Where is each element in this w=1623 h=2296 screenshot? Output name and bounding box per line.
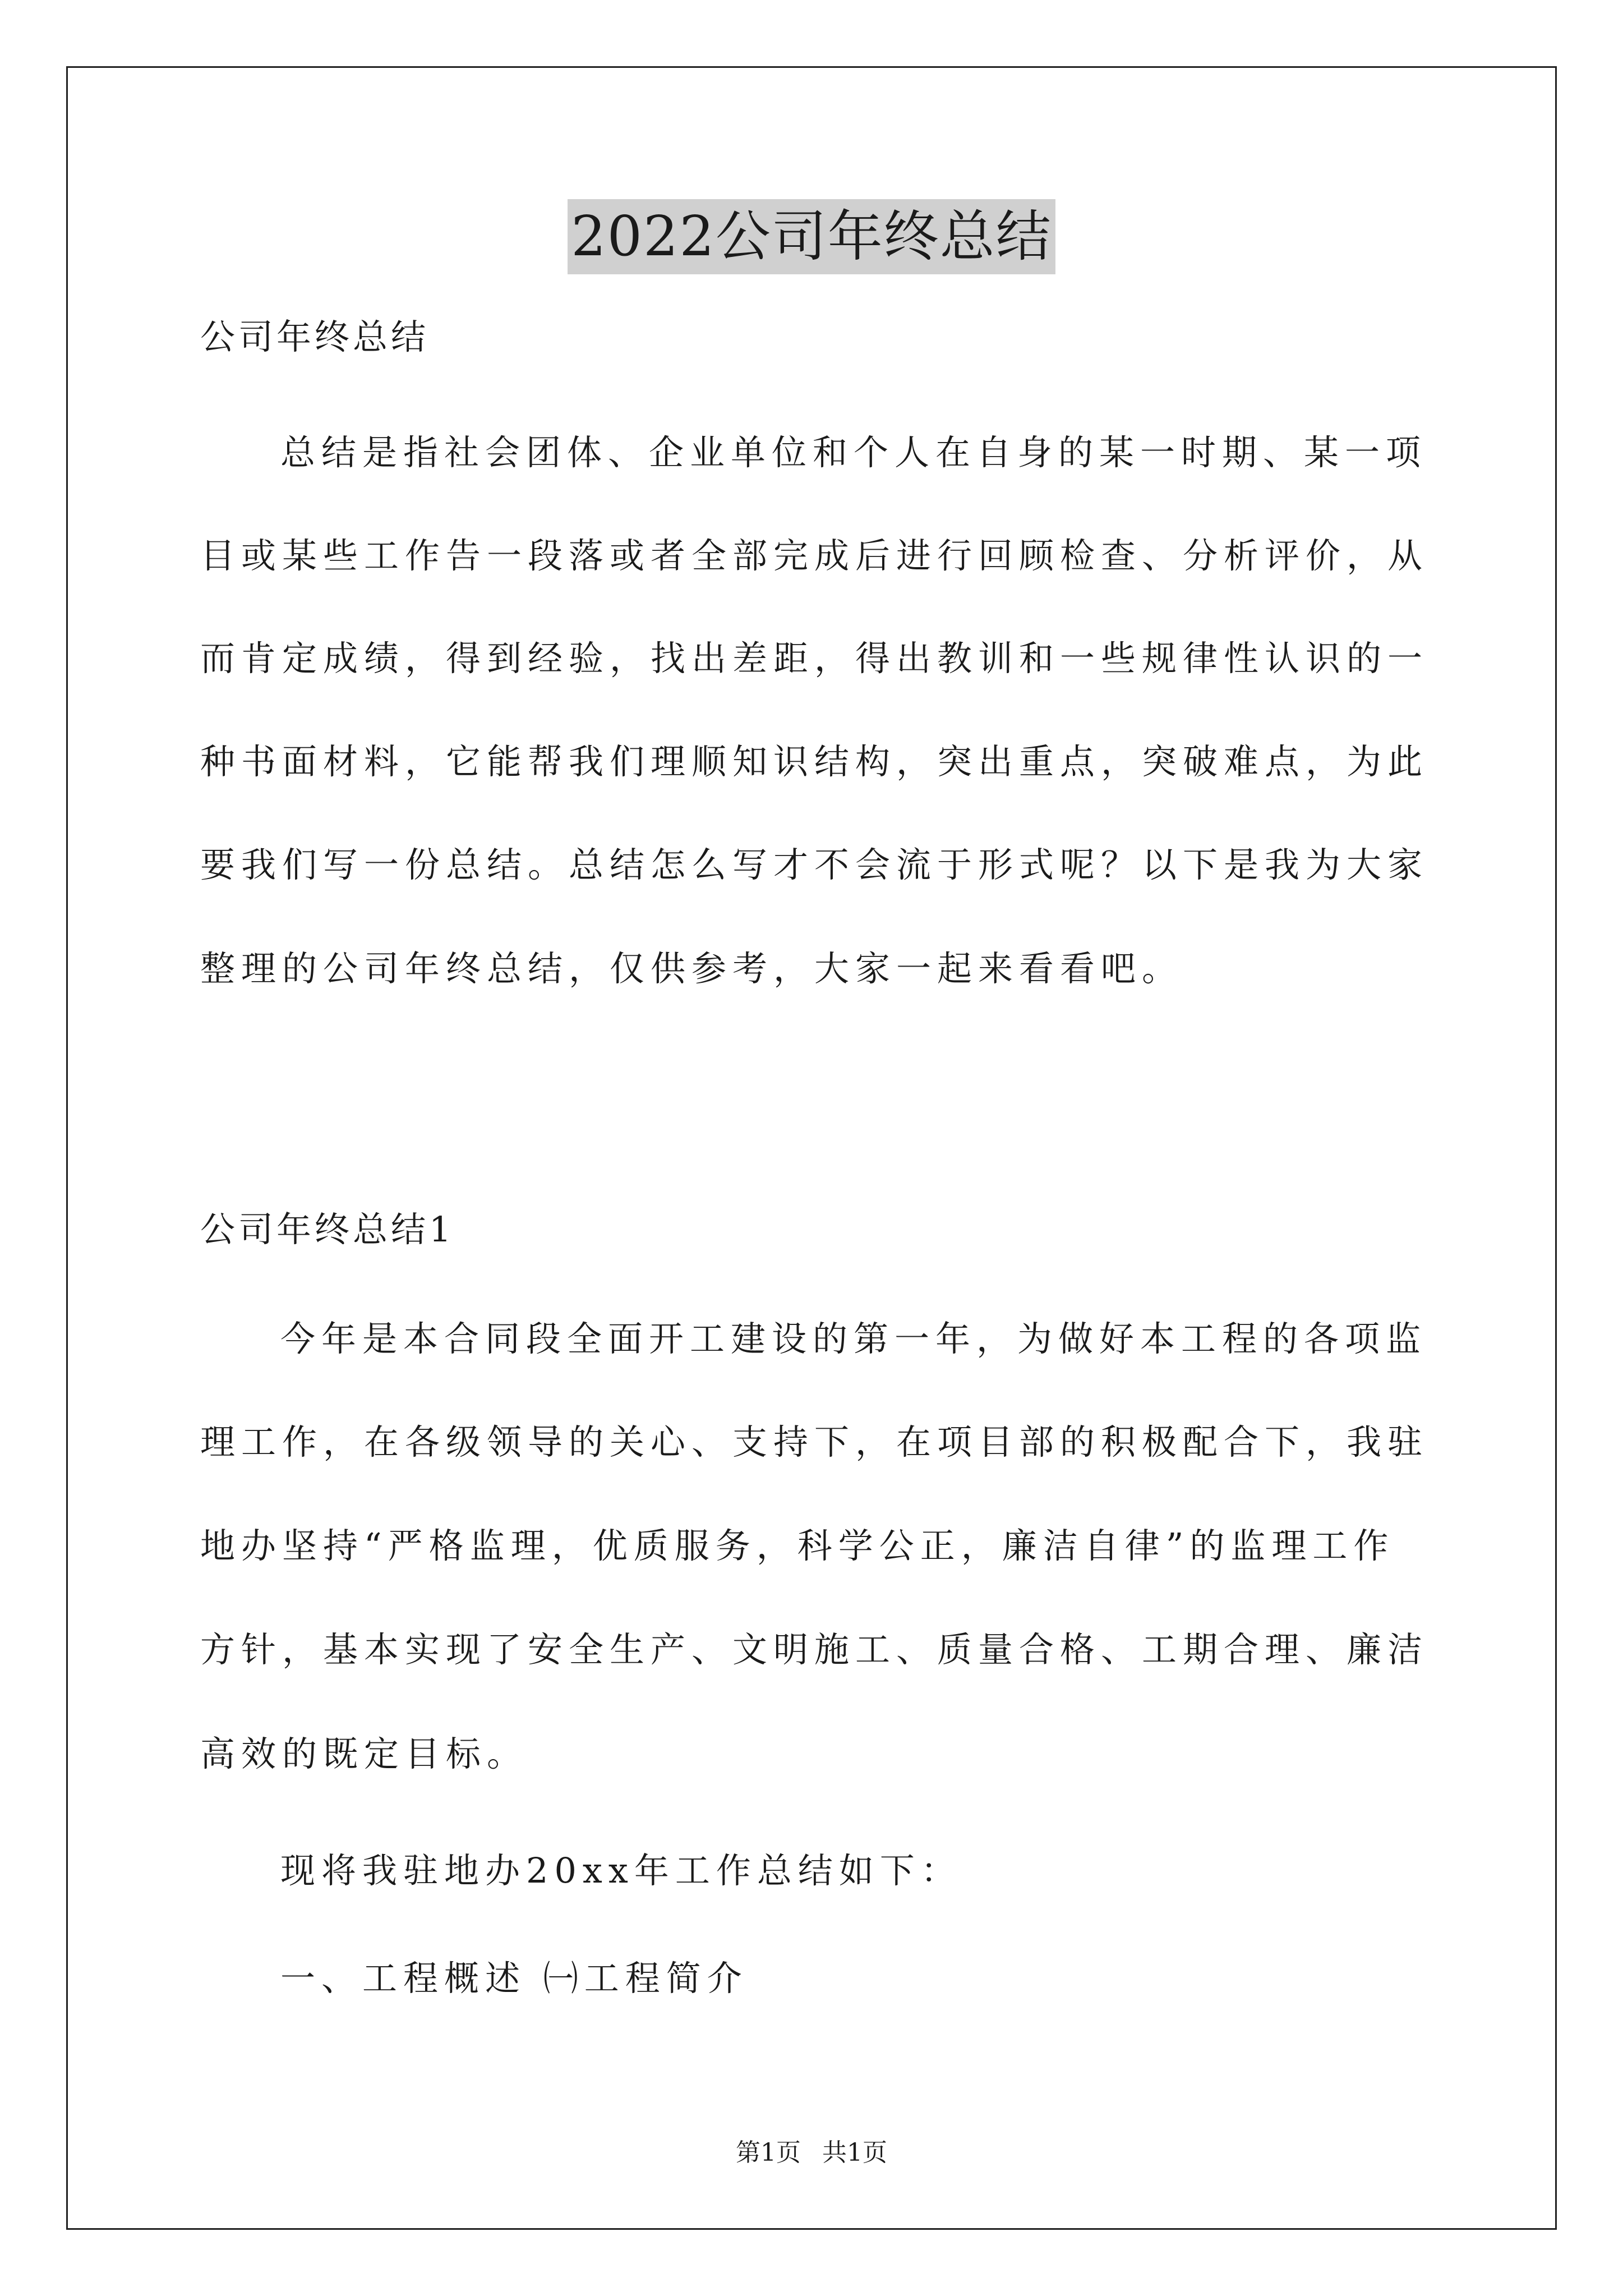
section-heading: 公司年终总结1 bbox=[200, 1209, 455, 1250]
intro-line-2: 目或某些工作告一段落或者全部完成后进行回顾检查、分析评价，从 bbox=[200, 535, 1429, 576]
section-line-2: 理工作，在各级领导的关心、支持下，在项目部的积极配合下，我驻 bbox=[200, 1421, 1429, 1462]
section-line-5: 高效的既定目标。 bbox=[200, 1733, 528, 1774]
subtitle: 公司年终总结 bbox=[200, 316, 430, 357]
page-footer bbox=[0, 2136, 1623, 2170]
intro-line-3: 而肯定成绩，得到经验，找出差距，得出教训和一些规律性认识的一 bbox=[200, 638, 1429, 679]
title-container bbox=[0, 199, 1623, 274]
section-line-4: 方针，基本实现了安全生产、文明施工、质量合格、工期合理、廉洁 bbox=[200, 1629, 1429, 1670]
intro-line-4: 种书面材料，它能帮我们理顺知识结构，突出重点，突破难点，为此 bbox=[200, 741, 1429, 782]
section-line-1: 今年是本合同段全面开工建设的第一年，为做好本工程的各项监 bbox=[280, 1318, 1427, 1359]
intro-line-6: 整理的公司年终总结，仅供参考，大家一起来看看吧。 bbox=[200, 948, 1183, 989]
document-title: 2022公司年终总结 bbox=[568, 199, 1055, 274]
outline-item: 一、工程概述 ㈠工程简介 bbox=[280, 1958, 748, 1999]
section-line-3: 地办坚持“严格监理，优质服务，科学公正，廉洁自律”的监理工作 bbox=[200, 1525, 1395, 1566]
intro-line-1: 总结是指社会团体、企业单位和个人在自身的某一时期、某一项 bbox=[280, 432, 1427, 473]
page-number-current: 第1页 bbox=[736, 2138, 801, 2167]
page-number-total: 共1页 bbox=[822, 2138, 887, 2167]
summary-intro: 现将我驻地办20xx年工作总结如下： bbox=[280, 1850, 962, 1891]
page-border bbox=[66, 66, 1557, 2230]
intro-line-5: 要我们写一份总结。总结怎么写才不会流于形式呢？以下是我为大家 bbox=[200, 844, 1429, 885]
